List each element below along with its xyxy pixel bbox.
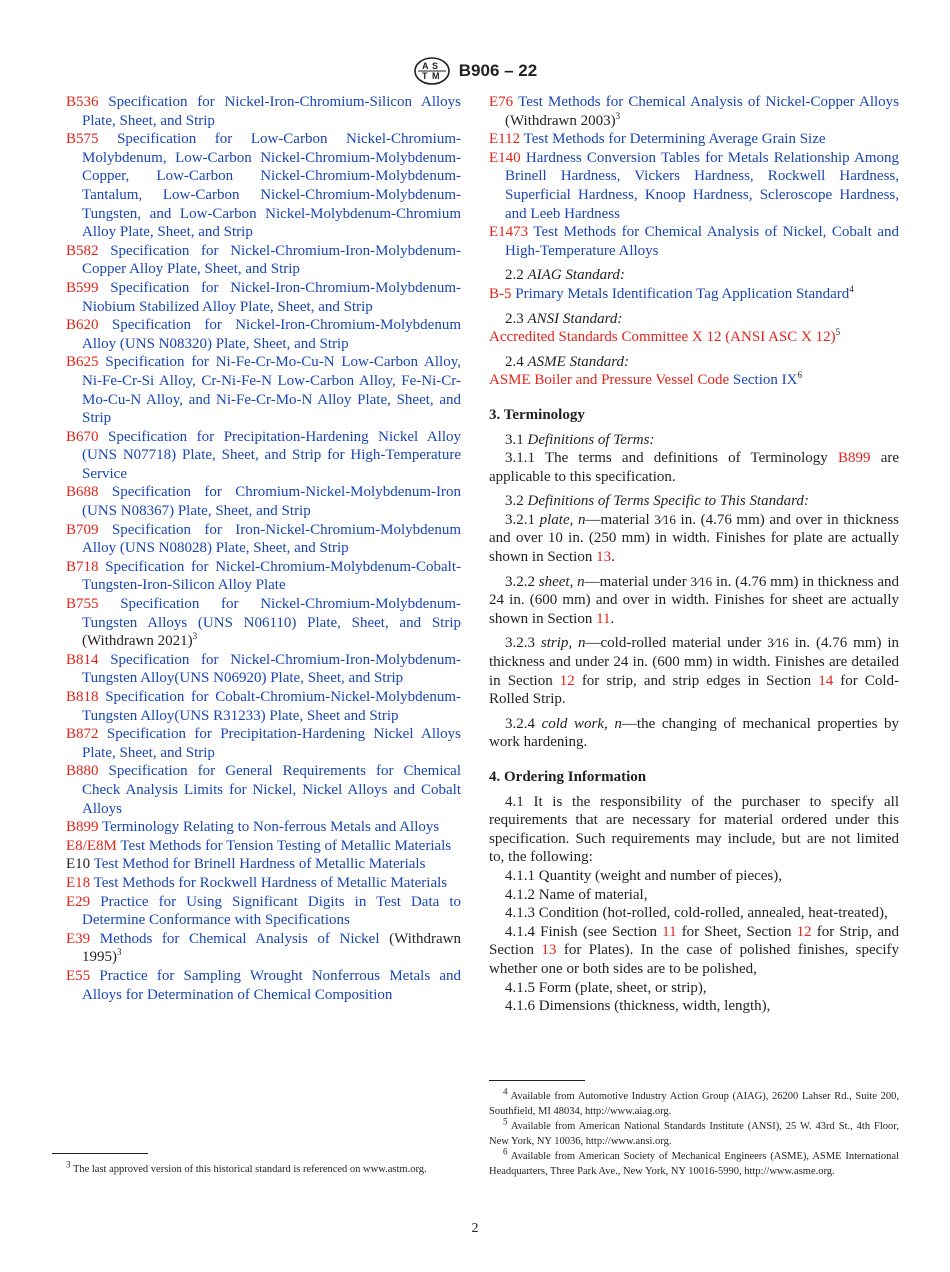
reference-title[interactable]: Test Methods for Chemical Analysis of Nickel, Cobalt and High-Temperature Alloys (505, 224, 900, 259)
reference-code[interactable]: E29 (66, 893, 91, 910)
footnote-text: Available from Automotive Industry Action Group (AIAG), 26200 Lahser Rd., Suite 200, Southfield, MI 48034, http://www.aiag.org. (489, 1091, 900, 1117)
withdrawn-note: (Withdrawn 1995) (82, 930, 462, 966)
section-link[interactable]: 14 (818, 672, 834, 689)
section-2-4: 2.4 ASME Standard: (505, 353, 630, 370)
withdrawn-note: (Withdrawn 2021) (82, 633, 193, 650)
svg-text:A: A (421, 61, 429, 71)
section-4-1-4: 4.1.4 Finish (see Section 11 for Sheet, Section 12 for Strip, and Section 13 for Plates). In the case of polished finishes, specify whether one or both sides are to be polished, (489, 923, 900, 977)
reference-code[interactable]: B818 (66, 689, 99, 705)
reference-b575[interactable] (66, 130, 461, 242)
page-header (0, 56, 950, 86)
astm-logo-icon (413, 56, 451, 86)
footnotes-right (489, 1086, 900, 1179)
reference-title[interactable]: Terminology Relating to Non-ferrous Metals and Alloys (102, 819, 440, 836)
reference-code[interactable]: B899 (66, 819, 99, 836)
footnote-3 (52, 1159, 461, 1177)
reference-title[interactable]: Test Methods for Chemical Analysis of Nickel-Copper Alloys (518, 94, 899, 110)
reference-title[interactable]: Test Methods for Determining Average Grain Size (523, 131, 826, 148)
section-4-1-6: 4.1.6 Dimensions (thickness, width, length), (505, 998, 771, 1015)
section-link[interactable]: 11 (662, 923, 677, 940)
reference-b620[interactable] (66, 316, 461, 353)
footnote-6 (489, 1146, 899, 1179)
asme-reference[interactable]: ASME Boiler and Pressure Vessel Code Section $IX^6$ (489, 370, 802, 389)
section-link[interactable]: 13 (541, 942, 557, 959)
footnote-divider-right (489, 1080, 585, 1081)
section-link[interactable]: 12 (796, 923, 812, 940)
ansi-reference[interactable]: Accredited Standards Committee X 12 (ANSI ASC X 12)$^5$ (489, 327, 841, 346)
section-2-2: 2.2 AIAG Standard: (505, 267, 625, 284)
section-4-1-3: 4.1.3 Condition (hot-rolled, cold-rolled, annealed, heat-treated), (505, 905, 888, 922)
footnote-number: 4 (503, 1086, 508, 1097)
left-column (66, 93, 461, 1004)
reference-title[interactable]: Specification for Precipitation-Hardening Nickel Alloys Plate, Sheet, and Strip (82, 726, 462, 761)
section-4-1-2: 4.1.2 Name of material, (505, 886, 648, 903)
reference-b582[interactable] (66, 242, 461, 279)
terminology-heading: 3. Terminology (489, 406, 585, 423)
svg-text:S: S (431, 61, 438, 71)
reference-code[interactable]: E39 (66, 930, 91, 947)
reference-title[interactable]: Specification for Cobalt-Chromium-Nickel-Molybdenum-Tungsten Alloy(UNS R31233) Plate, Sheet and Strip (82, 689, 461, 724)
reference-b599[interactable] (66, 279, 461, 316)
reference-b872[interactable] (66, 725, 461, 762)
reference-e18[interactable] (66, 874, 461, 893)
reference-title[interactable]: Specification for Chromium-Nickel-Molybdenum-Iron (UNS N08367) Plate, Sheet, and Strip (82, 484, 462, 520)
reference-code[interactable]: E140 (489, 149, 521, 166)
footnote-number: 3 (66, 1159, 71, 1170)
section-link[interactable]: 11 (596, 610, 611, 627)
footnote-marker[interactable]: 3 (117, 947, 122, 958)
footnote-5 (489, 1116, 899, 1149)
reference-e1473[interactable] (489, 223, 899, 260)
ordering-information-heading: 4. Ordering Information (489, 769, 647, 785)
svg-text:T: T (421, 71, 428, 81)
definition-plate: 3.2.1 plate, n—material 3⁄16 in. (4.76 mm) and over in thickness and over 10 in. (250 mm) in width. Finishes for plate are actually shown in Section 13. (489, 511, 900, 566)
reference-code[interactable]: B688 (66, 484, 99, 501)
reference-code[interactable]: B872 (66, 726, 99, 743)
reference-b718[interactable] (66, 558, 461, 595)
reference-code[interactable]: B536 (66, 94, 99, 110)
reference-e8-e8m[interactable] (66, 837, 461, 856)
reference-title[interactable]: Hardness Conversion Tables for Metals Relationship Among Brinell Hardness, Vickers Hardness, Rockwell Hardness, Superficial Hardness, Knoop Hardness, Scleroscope Hardness, and Leeb Hardness (505, 149, 900, 222)
reference-title[interactable]: Specification for Nickel-Chromium-Iron-Molybdenum-Tungsten Alloy(UNS N06920) Plate, Sheet, and Strip (82, 651, 461, 687)
reference-e39[interactable] (66, 930, 461, 967)
reference-b670[interactable] (66, 428, 461, 484)
reference-title[interactable]: Specification for Ni-Fe-Cr-Mo-Cu-N Low-Carbon Alloy, Ni-Fe-Cr-Si Alloy, Cr-Ni-Fe-N Low-Carbon Alloy, Fe-Ni-Cr-Mo-Cu-N Alloy, and Ni-Fe-Cr-Mo-N Alloy Plate, Sheet, and Strip (82, 354, 462, 427)
terminology-link[interactable]: B899 (838, 450, 871, 467)
reference-code[interactable]: B582 (66, 242, 99, 259)
referenced-documents-list-left (66, 93, 461, 1004)
section-4-1-5: 4.1.5 Form (plate, sheet, or strip), (505, 979, 707, 996)
reference-e29[interactable] (66, 893, 461, 930)
document-designation: B906 – 22 (458, 61, 538, 80)
reference-code[interactable]: B625 (66, 354, 99, 371)
reference-title[interactable]: Specification for Low-Carbon Nickel-Chromium-Molybdenum, Low-Carbon Nickel-Chromium-Molybdenum-Copper, Low-Carbon Nickel-Chromium-Molybdenum-Tantalum, Low-Carbon Nickel-Chromium-Molybdenum-Tungsten, and Low-Carbon Nickel-Molybdenum-Chromium Alloy Plate, Sheet, and Strip (82, 131, 461, 241)
footnote-text: Available from American Society of Mechanical Engineers (ASME), ASME International Headquarters, Three Park Ave., New York, NY 10016-5990, http://www.asme.org. (489, 1151, 899, 1177)
reference-b818[interactable] (66, 688, 461, 725)
footnote-4 (489, 1086, 900, 1119)
reference-title[interactable]: Specification for Nickel-Chromium-Molybdenum-Cobalt-Tungsten-Iron-Silicon Alloy Plate (82, 558, 461, 594)
reference-e112[interactable] (489, 130, 899, 149)
reference-b814[interactable] (66, 651, 461, 688)
footnote-text: Available from American National Standards Institute (ANSI), 25 W. 43rd St., 4th Floor, New York, NY 10036, http://www.ansi.org. (489, 1121, 899, 1147)
reference-b880[interactable] (66, 762, 461, 818)
reference-title[interactable]: Specification for General Requirements for Chemical Check Analysis Limits for Nickel, Nickel Alloys and Cobalt Alloys (82, 763, 461, 817)
page-number: 2 (471, 1221, 479, 1236)
reference-code[interactable]: E55 (66, 967, 91, 984)
reference-code[interactable]: B814 (66, 651, 99, 668)
reference-b899[interactable] (66, 818, 461, 837)
footnote-marker[interactable]: 3 (615, 110, 621, 121)
reference-title[interactable]: Test Methods for Rockwell Hardness of Metallic Materials (93, 874, 448, 891)
reference-title[interactable]: Specification for Iron-Nickel-Chromium-Molybdenum Alloy (UNS N08028) Plate, Sheet, and Strip (82, 521, 462, 557)
reference-code[interactable]: E112 (489, 131, 521, 148)
reference-code[interactable]: E10 (66, 856, 91, 873)
footnote-number: 6 (503, 1146, 508, 1157)
footnote-divider-left (52, 1153, 148, 1154)
reference-title[interactable]: Specification for Nickel-Chromium-Iron-Molybdenum-Copper Alloy Plate, Sheet, and Strip (82, 242, 461, 278)
reference-code[interactable]: B620 (66, 317, 99, 334)
reference-title[interactable]: Specification for Nickel-Chromium-Molybdenum-Tungsten Alloys (UNS N06110) Plate, Sheet, and Strip (82, 596, 461, 631)
reference-e140[interactable] (489, 149, 899, 223)
aiag-reference[interactable]: B-5 Primary Metals Identification Tag Application Standard$^4$ (489, 283, 854, 302)
section-2-3: 2.3 ANSI Standard: (505, 310, 623, 327)
section-link[interactable]: 13 (596, 549, 612, 566)
reference-code[interactable]: E8/E8M (66, 837, 117, 854)
reference-b755[interactable] (66, 595, 461, 651)
reference-code[interactable]: E76 (489, 94, 514, 110)
svg-text:M: M (431, 71, 440, 81)
reference-code[interactable]: E18 (66, 874, 91, 891)
footnotes-left (52, 1159, 461, 1177)
reference-code[interactable]: B718 (66, 558, 99, 575)
section-4-1: 4.1 It is the responsibility of the purchaser to specify all requirements that are necessary for material ordered under this specification. Such requirements may include, but are not limited to, the following: (489, 793, 899, 866)
reference-code[interactable]: B755 (66, 596, 99, 613)
reference-title[interactable]: Specification for Nickel-Iron-Chromium-Silicon Alloys Plate, Sheet, and Strip (82, 94, 461, 129)
reference-title[interactable]: Test Method for Brinell Hardness of Metallic Materials (93, 856, 426, 873)
reference-code[interactable]: E1473 (489, 224, 529, 241)
right-column (489, 93, 899, 1016)
reference-title[interactable]: Specification for Precipitation-Hardening Nickel Alloy (UNS N07718) Plate, Sheet, and Strip for High-Temperature Service (82, 428, 461, 482)
reference-code[interactable]: B599 (66, 279, 99, 296)
section-3-1-1: 3.1.1 The terms and definitions of Terminology B899 are applicable to this specification. (489, 450, 900, 485)
reference-title[interactable]: Test Methods for Tension Testing of Metallic Materials (120, 837, 452, 854)
reference-b709[interactable] (66, 521, 461, 558)
definition-sheet: 3.2.2 sheet, n—material under 3⁄16 in. (4.76 mm) in thickness and 24 in. (600 mm) and over in width. Finishes for sheet are actually shown in Section 11. (489, 573, 899, 627)
reference-e76[interactable] (489, 93, 899, 130)
reference-b688[interactable] (66, 483, 461, 520)
reference-title[interactable]: Specification for Nickel-Iron-Chromium-Molybdenum-Niobium Stabilized Alloy Plate, Sheet, and Strip (82, 279, 461, 315)
section-3-1: 3.1 Definitions of Terms: (505, 431, 655, 448)
reference-e55[interactable] (66, 967, 461, 1004)
section-link[interactable]: 12 (559, 672, 575, 689)
reference-title[interactable]: Practice for Sampling Wrought Nonferrous Metals and Alloys for Determination of Chemical Composition (82, 967, 461, 1003)
section-4-1-1: 4.1.1 Quantity (weight and number of pieces), (505, 867, 783, 884)
withdrawn-note: (Withdrawn 2003) (505, 112, 616, 129)
reference-title[interactable]: Specification for Nickel-Iron-Chromium-Molybdenum Alloy (UNS N08320) Plate, Sheet, and Strip (82, 317, 462, 352)
reference-code[interactable]: B709 (66, 521, 99, 538)
reference-code[interactable]: B575 (66, 131, 99, 148)
reference-code[interactable]: B880 (66, 763, 99, 780)
definition-cold-work: 3.2.4 cold work, n—the changing of mechanical properties by work hardening. (489, 715, 900, 751)
reference-title[interactable]: Practice for Using Significant Digits in Test Data to Determine Conformance with Specifications (82, 893, 461, 929)
reference-code[interactable]: B670 (66, 428, 99, 445)
footnote-marker[interactable]: 3 (192, 631, 198, 642)
reference-e10[interactable] (66, 855, 461, 874)
referenced-documents-list-right (489, 93, 899, 260)
footnote-number: 5 (503, 1116, 508, 1127)
footnote-text: The last approved version of this historical standard is referenced on www.astm.org. (72, 1164, 427, 1175)
reference-b536[interactable] (66, 93, 461, 130)
reference-title[interactable]: Methods for Chemical Analysis of Nickel (99, 930, 380, 947)
section-3-2: 3.2 Definitions of Terms Specific to This Standard: (505, 493, 809, 510)
definition-strip: 3.2.3 strip, n—cold-rolled material under 3⁄16 in. (4.76 mm) in thickness and under 24 in. (600 mm) in width. Finishes are detailed in Section 12 for strip, and strip edges in Section 14 for Cold-Rolled Strip. (489, 635, 899, 708)
reference-b625[interactable] (66, 353, 461, 427)
